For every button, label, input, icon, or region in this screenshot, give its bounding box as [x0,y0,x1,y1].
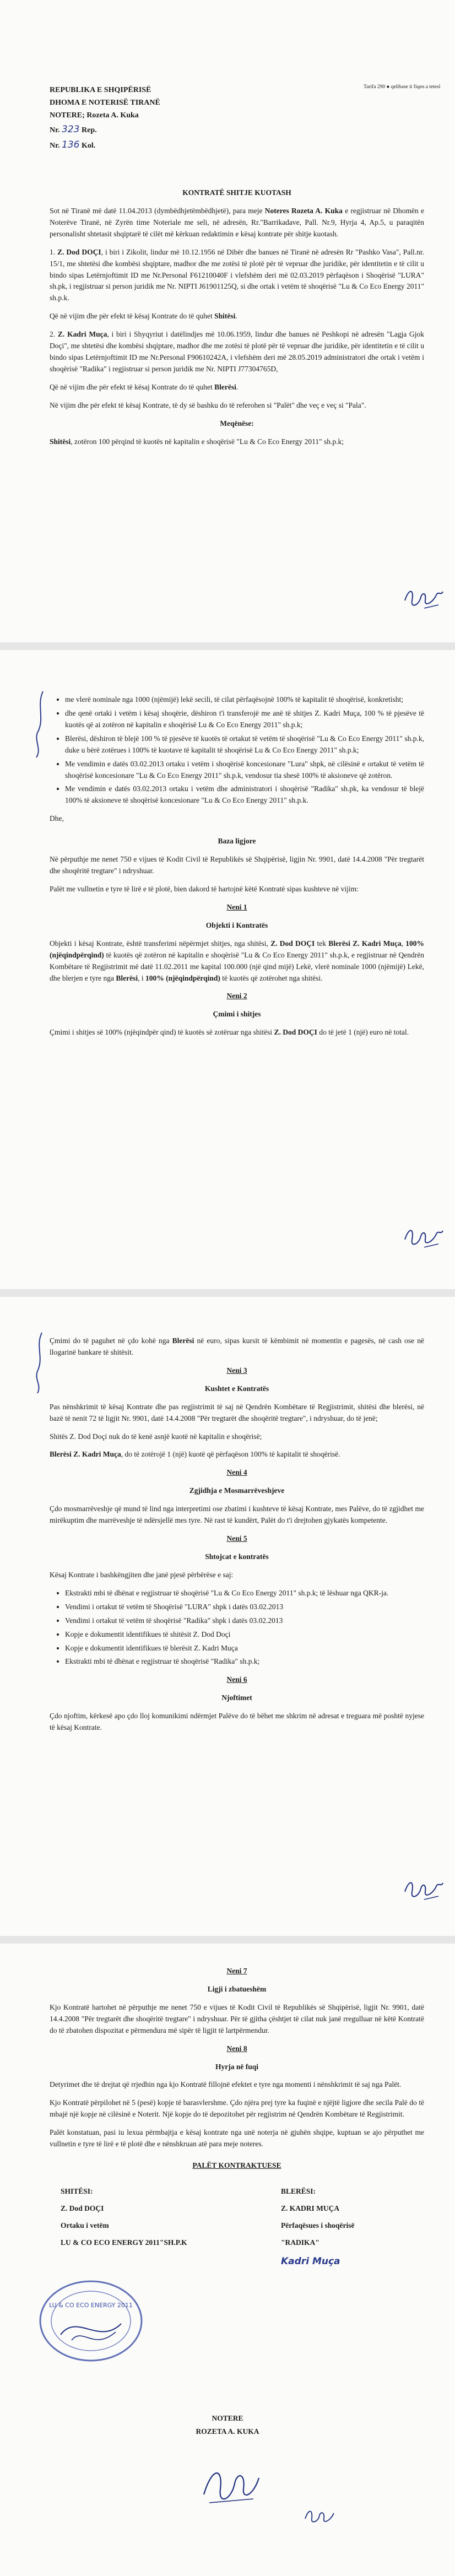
signature-icon [402,1223,446,1251]
seller-name: Z. Dod DOÇI [61,2204,104,2212]
rep-label: Rep. [82,126,97,135]
list-item: • Ekstrakti mbi të dhënat e regjistruar të shoqërisë "Lu & Co Eco Energy 2011" sh.p.k; të lëshuar nga QKR-ja. [65,1588,424,1599]
rep-number: 323 [62,124,80,136]
buyer-company: "RADIKA" [281,2238,319,2247]
article-3-text-c: Blerësi Z. Kadri Muça, do të zotërojë 1 (një) kuotë që përfaqëson 100% të kapitalit të shoqërisë. [50,1450,340,1459]
list-item: • Vendimi i ortakut të vetëm të shoqërisë "Radika" shpk i datës 03.02.2013 [65,1615,424,1627]
list-item: • Vendimi i ortakut të vetëm të Shoqërisë "LURA" shpk i datës 03.02.2013 [65,1601,424,1613]
document-page-2 [0,650,455,1289]
recital-1: Shitësi, zotëron 100 përqind të kuotës në kapitalin e shoqërisë "Lu & Co Eco Energy 2011" sh.p.k; [50,437,344,446]
article-3-text-b: Shitës Z. Dod Doçi nuk do të kenë asnjë kuotë në kapitalin e shoqërisë; [50,1432,262,1441]
payment-paragraph: Çmimi do të paguhet në çdo kohë nga Blerësi në euro, sipas kursit të këmbimit në momentin e pagesës, në cash ose në llogarinë bankare të shitësit. [50,1336,425,1356]
article-6-heading: Neni 6 [226,1675,247,1684]
buyer-signature: Kadri Muça [281,2255,340,2267]
article-8-heading: Neni 8 [226,2044,247,2053]
rep-number-line [50,122,160,137]
list-item: • Ekstrakti mbi të dhënat e regjistruar të shoqërisë "Radika" sh.p.k; [65,1656,424,1668]
list-item: • me vlerë nominale nga 1000 (njëmijë) lekë secili, të cilat përfaqësojnë 100% të kapitalit të shoqërisë, konkretisht; [65,694,424,706]
seller-label: SHITËSI: [61,2187,93,2195]
seal-icon [33,2274,149,2368]
article-7-text: Kjo Kontratë hartohet në përputhje me nenet 750 e vijues të Kodit Civil të Republikës së Shqipërisë, ligjit Nr. 9901, datë 14.4.2008 "Për tregtarët dhe shoqëritë tregtare" i ndryshuar. Për të gjitha çështjet të cilat nuk janë rregulluar në këtë Kontratë do të zbatohen dispozitat e përmendura më sipër të ligjit të lartpërmendur. [50,2003,424,2034]
kol-number-line [50,137,160,153]
party1-role: Që në vijim dhe për efekt të kësaj Kontrate do të quhet Shitësi. [50,312,237,321]
seller-role: Ortaku i vetëm [61,2221,109,2229]
joint-definition: Në vijim dhe për efekt të kësaj Kontrate, të dy së bashku do të referohen si "Palët" dhe veç e veç si "Pala". [50,401,366,409]
annex-list [50,1588,424,1668]
recital-list [50,694,424,807]
article-4-title: Zgjidhja e Mosmarrëveshjeve [189,1486,285,1495]
article-3-heading: Neni 3 [226,1366,247,1374]
article-1-text: Objekti i kësaj Kontrate, është transferimi nëpërmjet shitjes, nga shitësi, Z. Dod DOÇI tek Blerësi Z. Kadri Muça, 100% (njëqindpërqind) të kuotës që zotëron në kapitalin e shoqërisë "Lu & Co Eco Energy 2011" sh.p.k, e regjistruar në Qendrën Kombëtare të Regjistrimit më datë 11.02.2011 me kapital 100.000 (një qind mijë) Lekë, vlerë nominale 1000 (njëmijë) Lekë, dhe blerjen e tyre nga Blerësi, i 100% (njëqindpërqind) të kuotës që zotërohet nga shitësi. [50,939,425,982]
margin-stroke-icon [32,1330,48,1396]
notary-label: NOTERE [212,2414,243,2422]
article-1-heading: Neni 1 [226,902,247,911]
initials-signature [303,2505,336,2530]
parties-heading: PALËT KONTRAKTUESE [192,2161,281,2170]
contract-title: KONTRATË SHITJE KUOTASH [182,188,291,197]
fee-note: Tarifa 290 ● qelibase it fiqen a tetesl [364,84,441,90]
list-item: • Kopje e dokumentit identifikues të shitësit Z. Dod Doçi [65,1629,424,1641]
document-page-3 [0,1297,455,1936]
republic-heading: REPUBLIKA E SHQIPËRISË [50,86,151,94]
article-8-text-a: Detyrimet dhe të drejtat që rrjedhin nga kjo Kontratë fillojnë efektet e tyre nga momenti i nënshkrimit të saj nga Palët. [50,2080,402,2089]
nr-label: Nr. [50,142,60,150]
list-item: • dhe qenë ortaki i vetëm i kësaj shoqërie, dëshiron t'i transferojë me anë të shitjes Z. Kadri Muça, 100 % të pjesëve të kuotës që ai zotëron në kapitalin e shoqërisë Lu & Co Eco Energy 2011" sh.p.k; [65,708,424,731]
list-item: • Me vendimin e datës 03.02.2013 ortaku i vetëm dhe administratori i shoqërisë "Radika" sh.pk, ka vendosur të blejë 100% të aksioneve të shoqërisë koncesionare "Lu & Co Eco Energy 2011" sh.p.k. [65,783,424,807]
article-6-title: Njoftimet [221,1693,252,1702]
article-4-heading: Neni 4 [226,1468,247,1477]
initials-signature [402,584,446,614]
signature-icon [402,584,446,611]
signature-icon [402,1875,446,1903]
article-7-heading: Neni 7 [226,1967,247,1975]
legal-basis-heading: Baza ligjore [218,837,256,846]
page4-body [50,1966,424,2178]
list-item: • Kopje e dokumentit identifikues të blerësit Z. Kadri Muça [65,1643,424,1654]
seller-company: LU & CO ECO ENERGY 2011"SH.P.K [61,2238,187,2247]
intro-paragraph: Sot në Tiranë më datë 11.04.2013 (dymbëdhjetëmbëdhjetë), para meje Noteres Rozeta A. Kuka e regjistruar në Dhomën e Noterëve Tiranë, në Zyrën time Noteriale me seli, në adresën, Rr."Barrikadave, Pall. Nr.9, Hyrja 4, Ap.5, u paraqitën personalisht shtetasit shqiptarë të cilët më kërkuan redaktimin e kësaj kontrate për shitje kuotash. [50,206,425,238]
notary-line: NOTERE; Rozeta A. Kuka [50,111,139,120]
list-item: • Blerësi, dëshiron të blejë 100 % të pjesëve të kuotës të ortakut të vetëm të shoqërisë "Lu & Co Eco Energy 2011" sh.p.k, duke u bërë zotërues i 100% të kuotave të kapitalit të shoqërisë Lu & Co Eco Energy 2011" sh.p.k; [65,733,424,756]
margin-stroke-icon [32,689,48,760]
dhe-line: Dhe, [50,814,64,823]
buyer-label: BLERËSI: [281,2187,316,2195]
buyer-name: Z. KADRI MUÇA [281,2204,340,2212]
kol-number: 136 [62,139,80,151]
legal-basis: Në përputhje me nenet 750 e vijues të Kodit Civil të Republikës së Shqipërisë, ligjin Nr. 9901, datë 14.4.2008 "Për tregtarët dhe shoqëritë tregtare" i ndryshuar. [50,855,424,875]
notary-name: ROZETA A. KUKA [196,2427,259,2436]
party2-paragraph: 2. Z. Kadri Muça, i biri i Shyqyriut i datëlindjes më 10.06.1959, lindur dhe banues në Peshkopi në adresën "Lagja Gjok Doçi", me shtetësi dhe kombësi shqiptare, madhor dhe me zotësi të plotë për të vepruar dhe juridike, për identitetin e të cilit u bindo sipas Letërnjoftimit ID me Nr.Personal F90610242A, i vlefshëm deri më 28.05.2019 administratori dhe ortak i vetëm i shoqërisë "Radika" i regjistruar si person juridik me Nr. NIPTI J77304765D, [50,330,424,373]
company-seal [33,2274,149,2371]
seller-block [61,2186,215,2254]
article-6-text: Çdo njoftim, kërkesë apo çdo lloj komunikimi ndërmjet Palëve do të bëhet me shkrim në adresat e treguara më poshtë nyjese të kësaj Kontrate. [50,1712,424,1732]
notary-header [50,84,160,153]
article-3-text-a: Pas nënshkrimit të kësaj Kontrate dhe pas regjistrimit të saj në Qendrën Kombëtare të Regjistrimit, shitësi dhe blerësi, në bazë të nenit 72 të ligjit Nr. 9901, datë 14.4.2008 "Për tregtarët dhe shoqëritë tregtare", i ndryshuar, do të jenë; [50,1402,424,1422]
article-2-title: Çmimi i shitjes [213,1010,261,1019]
article-4-text: Çdo mosmarrëveshje që mund të lind nga interpretimi ose zbatimi i kushteve të kësaj Kontrate, mes Palëve, do të zgjidhet me mirëkuptim dhe marrëveshje të ndërsjellë mes tyre. Në rast të kundërt, Palët do t'i drejtohen gjykatës kompetente. [50,1505,424,1525]
article-8-text-c: Palët konstatuan, pasi iu lexua përmbajtja e kësaj kontrate nga unë noterja në gjuhën shqipe, kuptuan se ajo përputhet me vullnetin e tyre të lirë e të plotë dhe e nënshkruan atë para meje noteres. [50,2128,424,2149]
recital-heading: Meqënëse: [220,419,254,427]
page2-body [50,694,424,1045]
nr-label: Nr. [50,126,60,135]
list-item: • Me vendimin e datës 03.02.2013 ortaku i vetëm i shoqërisë koncesionare "Lura" shpk, në cilësinë e ortakut të vetëm të shoqërisë koncesionare "Lu & Co Eco Energy 2011" sh.p.k, vendosur tia shesë 100% të aksioneve që zotëron. [65,759,424,782]
seal-text: LU & CO ECO ENERGY 2011 [49,2302,133,2309]
notary-sign-block [0,2412,455,2439]
kol-label: Kol. [82,142,96,150]
article-3-title: Kushtet e Kontratës [204,1384,269,1393]
agreement-line: Palët me vullnetin e tyre të lirë e të plotë, bien dakord të hartojnë këtë Kontratë sipas kushteve në vijim: [50,884,359,893]
article-1-title: Objekti i Kontratës [205,921,268,929]
margin-mark [32,1330,48,1399]
article-5-intro: Kësaj Kontrate i bashkëngjiten dhe janë pjesë përbërëse e saj: [50,1570,234,1579]
initials-signature [402,1223,446,1253]
party2-role: Që në vijim dhe për efekt të kësaj Kontrate do të quhet Blerësi. [50,382,239,391]
page3-body [50,1335,424,1740]
article-2-text: Çmimi i shitjes së 100% (njëqindpër qind) të kuotës së zotëruar nga shitësi Z. Dod DOÇI do të jetë 1 (një) euro në total. [50,1028,409,1037]
document-page-4 [0,1944,455,2576]
article-5-heading: Neni 5 [226,1534,247,1543]
chamber-heading: DHOMA E NOTERISË TIRANË [50,99,160,107]
page1-body [50,187,424,454]
signature-icon [198,2461,264,2511]
notary-signature [198,2461,264,2514]
margin-mark [32,689,48,763]
article-2-heading: Neni 2 [226,992,247,1000]
article-8-text-b: Kjo Kontratë përpilohet në 5 (pesë) kopje të barasvlershme. Çdo njëra prej tyre ka fuqinë e njëjtë ligjore dhe secila Palë do të mbajë një kopje në cilësinë e Noterit. Një kopje do të depozitohet për regjistrim në Qendrën Kombëtare të Regjistrimit. [50,2098,424,2119]
document-page-1 [0,0,455,642]
buyer-block [281,2186,435,2274]
party1-paragraph: 1. Z. Dod DOÇI, i biri i Zikolit, lindur më 10.12.1956 në Dibër dhe banues në Tiranë në adresën Rr "Pashko Vasa", Pall.nr. 15/1, me shtetësi dhe kombësi shqiptare, madhor dhe me zotësi të plotë për të vepruar dhe juridike, për identitetin e të cilit u bindo sipas Letërnjoftimit ID me Nr.Personal F61210040F i vlefshëm deri më 02.03.2019 përfaqëson i Shoqërisë "LURA" sh.pk, i regjistruar si person juridik me Nr. NIPTI J61901125Q, si dhe ortak i vetëm të shoqërisë "Lu & Co Eco Energy 2011" sh.p.k. [50,247,425,302]
article-7-title: Ligji i zbatueshëm [207,1984,267,1993]
initials-signature [402,1875,446,1906]
article-8-title: Hyrja në fuqi [215,2062,258,2071]
signature-icon [303,2505,336,2528]
article-5-title: Shtojcat e kontratës [205,1552,269,1561]
buyer-role: Përfaqësues i shoqërisë [281,2221,355,2229]
